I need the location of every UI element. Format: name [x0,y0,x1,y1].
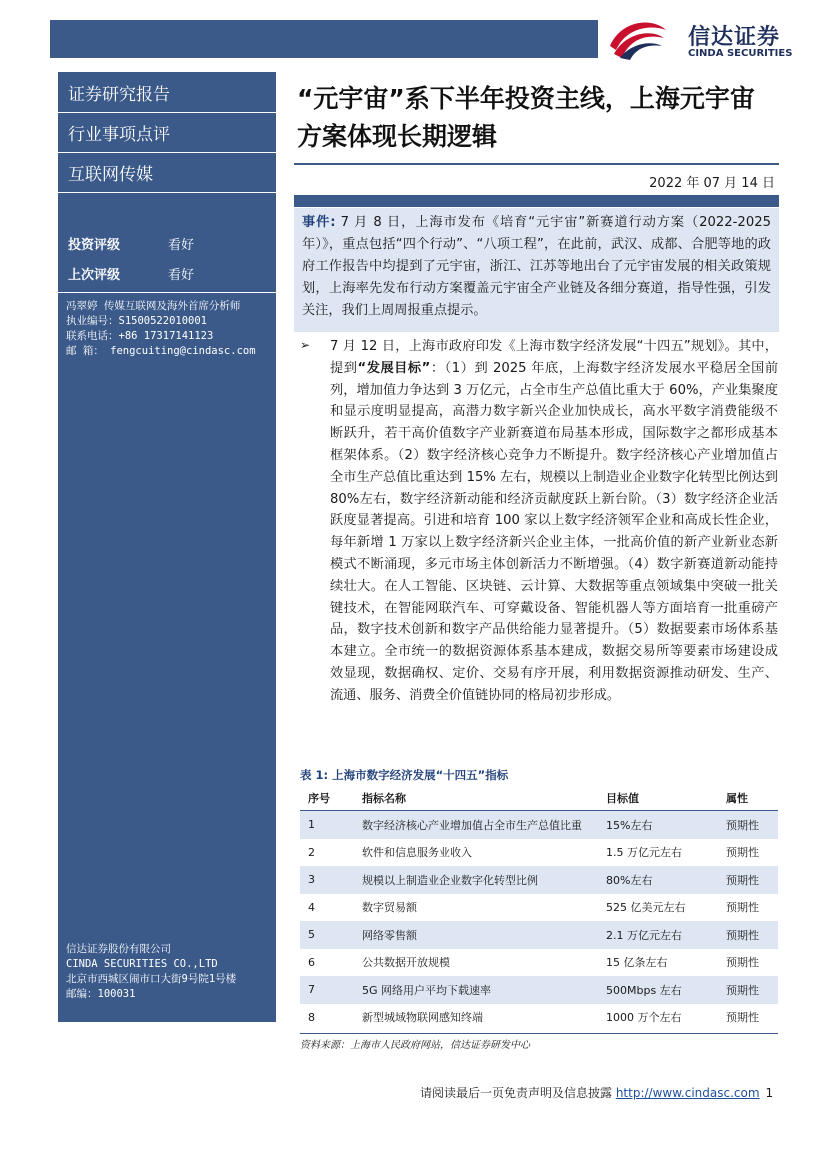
industry-block [58,152,276,193]
report-type-block [58,72,276,113]
header-indicator: 指标名称 [354,786,598,811]
row-index: 8 [308,1010,315,1024]
row-indicator: 网络零售额 [354,921,598,949]
row-indicator: 数字贸易额 [362,901,417,915]
analyst-email: 邮 箱： fengcuiting@cindasc.com [66,345,256,357]
row-indicator: 新型城域物联网感知终端 [362,1011,483,1025]
date-bar [294,195,779,207]
row-target: 500Mbps 左右 [598,976,718,1004]
company-name: 信达证券股份有限公司 [66,943,171,955]
row-index: 6 [308,955,315,969]
indicator-table [300,786,778,1031]
report-subtype: 行业事项点评 [68,125,170,145]
page-number: 1 [765,1086,774,1100]
bullet-arrow-icon: ➢ [300,338,311,352]
row-target: 1.5 万亿元左右 [606,846,682,860]
sidebar [58,72,276,1022]
report-title: “元宇宙”系下半年投资主线，上海元宇宙方案体现长期逻辑 [297,84,755,151]
header-attribute: 属性 [718,786,778,811]
company-address: 北京市西城区闹市口大街9号院1号楼 [66,973,237,985]
analyst-phone: 联系电话：+86 17317141123 [66,330,214,342]
table-row [300,1004,778,1032]
report-date: 2022 年 07 月 14 日 [649,176,775,191]
row-indicator: 软件和信息服务业收入 [362,846,472,860]
row-index: 5 [300,921,354,949]
rating-value: 看好 [168,268,195,283]
investment-rating [68,234,194,253]
bullet-emphasis: “发展目标” [357,360,431,376]
row-index: 2 [308,845,315,859]
row-attribute: 预期性 [718,976,778,1004]
company-name-en: CINDA SECURITIES CO.,LTD [66,958,218,970]
report-type: 证券研究报告 [68,85,170,105]
row-index: 3 [300,866,354,894]
event-text: 7 月 8 日，上海市发布《培育“元宇宙”新赛道行动方案（2022-2025 年）》，重点包括“四个行动”、“八项工程”，在此前，武汉、成都、合肥等地的政府工作报告中均提到了元宇宙，浙江、江苏等地出台了元宇宙发展的相关政策规划，上海率先发布行动方案覆盖元宇宙全产业链及各细分赛道，指导性强，引发关注，我们上周周报重点提示。 [302,215,771,318]
row-target: 1000 万个左右 [606,1011,682,1025]
row-target: 15 亿条左右 [606,956,668,970]
logo-english-text: CINDA SECURITIES [688,48,793,59]
cinda-logo-icon [606,16,668,60]
previous-rating [68,264,194,283]
analyst-name: 冯翠婷 传媒互联网及海外首席分析师 [66,300,241,312]
disclaimer-text: 请阅读最后一页免责声明及信息披露 [420,1086,616,1100]
table-source: 资料来源：上海市人民政府网站，信达证券研发中心 [300,1033,778,1051]
row-attribute: 预期性 [718,866,778,894]
table-title: 表 1: 上海市数字经济发展“十四五”指标 [300,768,509,782]
table-row [300,921,778,949]
header-bar [50,20,598,58]
bullet-paragraph [300,336,778,707]
table-header-row [300,786,778,811]
page-footer [420,1084,773,1101]
analyst-license: 执业编号：S1500522010001 [66,315,208,327]
website-link[interactable]: http://www.cindasc.com [615,1086,760,1100]
table-row [300,949,778,977]
company-info [58,942,276,1002]
rating-value: 看好 [168,238,195,253]
row-index: 1 [300,811,354,839]
event-summary [294,208,779,332]
company-postcode: 邮编：100031 [66,988,136,1000]
bullet-body: ：（1）到 2025 年底，上海数字经济发展水平稳居全国前列，增加值力争达到 3 万亿元，占全市生产总值比重大于 60%，产业集聚度和显示度明显提高，高潜力数字新兴企业加快成长，高水平数字消费能级不断跃升，若干高价值数字产业新赛道布局基本形成，国际数字之都形成基本框架体系。（2）数字经济核心竞争力不断提升。数字经济核心产业增加值占全市生产总值比重达到 15% 左右，规模以上制造业企业数字化转型比例达到 80%左右，数字经济新动能和经济贡献度跃上新台阶。（3）数字经济企业活跃度显著提高。引进和培育 100 家以上数字经济领军企业和高成长性企业，每年新增 1 万家以上数字经济新兴企业主体，一批高价值的新产业新业态新模式不断涌现，多元市场主体创新活力不断增强。（4）数字新赛道新动能持续壮大。在人工智能、区块链、云计算、大数据等重点领域集中突破一批关键技术，在智能网联汽车、可穿戴设备、智能机器人等方面培育一批重磅产品，数字技术创新和数字产品供给能力显著提升。（5）数据要素市场体系基本建立。全市统一的数据资源体系基本建成，数据交易所等要素市场建设成效显现，数据确权、定价、交易有序开展，利用数据资源推动研发、生产、流通、服务、消费全价值链协同的格局初步形成。 [330,360,779,703]
table-row [300,839,778,867]
row-attribute: 预期性 [726,901,759,915]
title-divider [294,163,779,165]
table-row [300,976,778,1004]
row-attribute: 预期性 [726,1011,759,1025]
row-target: 525 亿美元左右 [606,901,686,915]
row-attribute: 预期性 [726,956,759,970]
row-attribute: 预期性 [718,921,778,949]
row-attribute: 预期性 [726,846,759,860]
row-indicator: 数字经济核心产业增加值占全市生产总值比重 [354,811,598,839]
table-row [300,894,778,922]
row-indicator: 公共数据开放规模 [362,956,450,970]
row-index: 4 [308,900,315,914]
row-attribute: 预期性 [718,811,778,839]
header-index: 序号 [300,786,354,811]
report-sub-block [58,112,276,153]
analyst-info [58,292,276,359]
event-label: 事件: [302,215,336,230]
rating-label: 投资评级 [68,238,121,253]
logo-chinese-text: 信达证券 [688,25,781,50]
row-target: 15%左右 [598,811,718,839]
row-indicator: 5G 网络用户平均下载速率 [354,976,598,1004]
industry: 互联网传媒 [68,165,153,185]
row-target: 80%左右 [598,866,718,894]
row-target: 2.1 万亿元左右 [598,921,718,949]
bullet-lead: 7 月 12 日，上海市政府印发《上海市数字经济发展“十四五”规划》。其中，提到 [330,339,778,376]
header-target: 目标值 [598,786,718,811]
rating-label: 上次评级 [68,268,121,283]
cinda-logo [606,14,806,62]
row-index: 7 [300,976,354,1004]
table-row [300,811,778,839]
row-indicator: 规模以上制造业企业数字化转型比例 [354,866,598,894]
table-row [300,866,778,894]
